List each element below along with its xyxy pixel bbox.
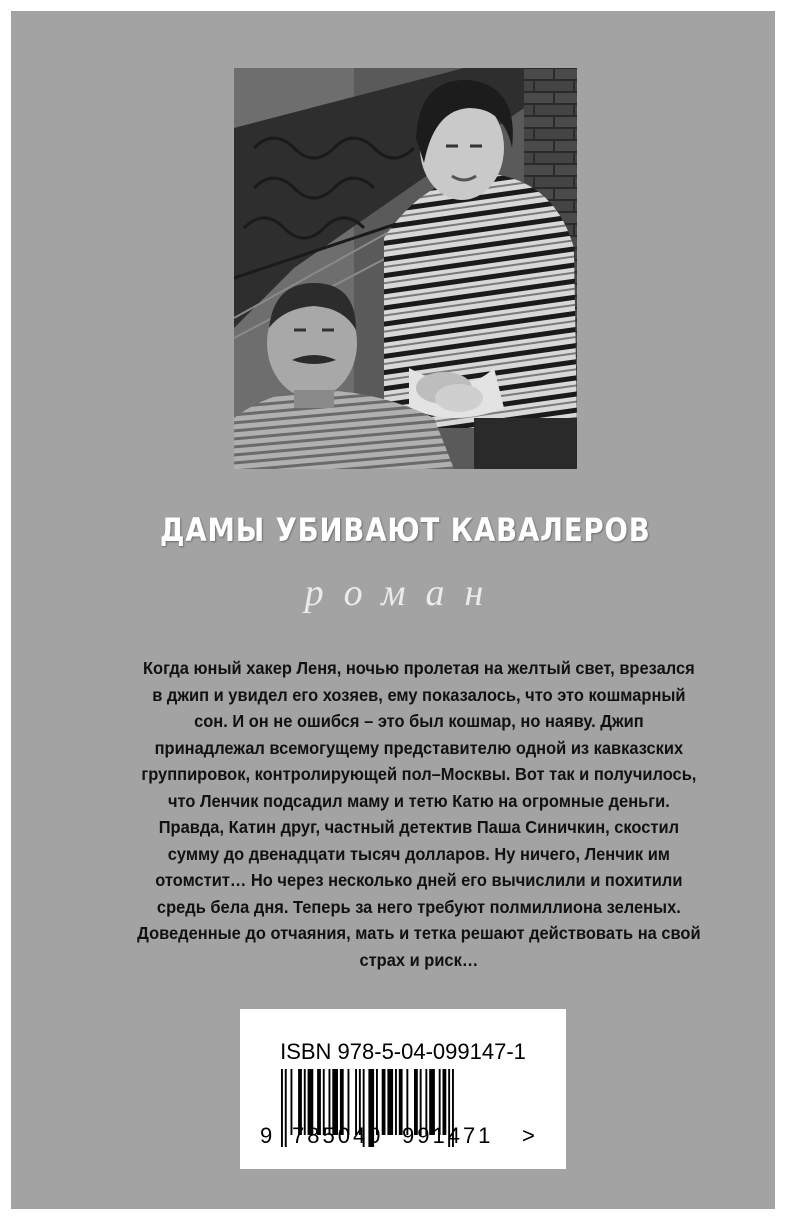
annotation-line: средь бела дня. Теперь за него требуют полмиллиона зеленых. [156, 896, 681, 917]
barcode-bar [395, 1069, 397, 1135]
barcode-first-digit: 9 [260, 1123, 273, 1148]
barcode-bar [285, 1069, 287, 1147]
isbn-label: ISBN 978-5-04-099147-1 [280, 1039, 526, 1064]
annotation-line: в джип и увидел его хозяев, ему показалось, что это кошмарный [152, 684, 686, 705]
barcode-right-digits: 991471 [402, 1123, 494, 1148]
barcode-left-digits: 785040 [292, 1123, 384, 1148]
barcode-arrow: > [522, 1123, 535, 1148]
annotation-line: сумму до двенадцати тысяч долларов. Ну ничего, Ленчик им [167, 843, 670, 864]
annotation-line: отомстит… Но через несколько дней его вычислили и похитили [155, 870, 683, 890]
book-annotation [126, 655, 713, 973]
barcode-bar [281, 1069, 283, 1147]
annotation-line: группировок, контролирующей пол–Москвы. Вот так и получилось, [141, 764, 697, 784]
author-photo-image [234, 68, 577, 469]
annotation-line: принадлежал всемогущему представителю одной из кавказских [154, 737, 684, 758]
annotation-line: Доведенные до отчаяния, мать и тетка решают действовать на свой [137, 923, 701, 943]
annotation-line: страх и риск… [359, 949, 479, 970]
author-photo [234, 68, 577, 469]
annotation-line: Когда юный хакер Леня, ночью пролетая на желтый свет, врезался [143, 658, 695, 678]
annotation-line: Правда, Катин друг, частный детектив Паша Синичкин, скостил [158, 817, 680, 837]
book-title: ДАМЫ УБИВАЮТ КАВАЛЕРОВ [159, 511, 651, 549]
annotation-line: сон. И он не ошибся – это был кошмар, но наяву. Джип [194, 711, 644, 731]
annotation-line: что Ленчик подсадил маму и тетю Катю на огромные деньги. [167, 790, 670, 811]
barcode-panel [240, 1009, 566, 1169]
back-cover [11, 11, 775, 1209]
barcode-bar [387, 1069, 393, 1135]
book-genre: роман [304, 572, 504, 614]
